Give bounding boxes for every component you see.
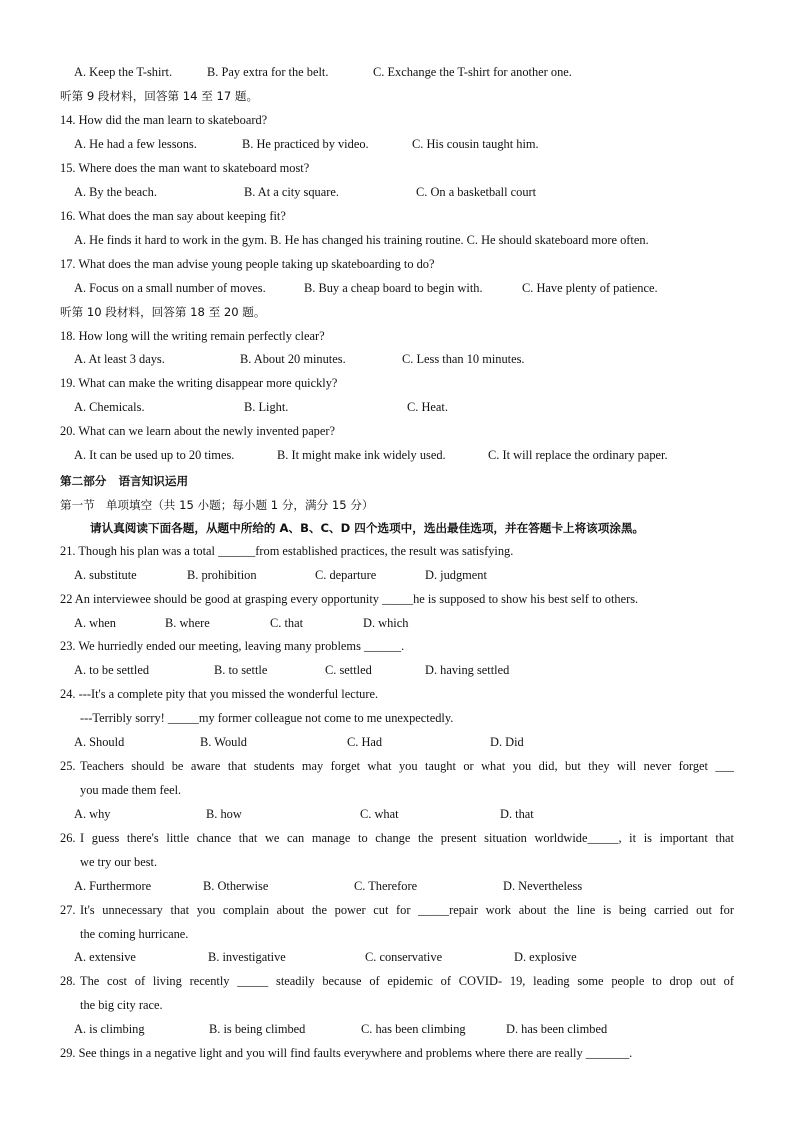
- answer-option: A. He had a few lessons.: [74, 137, 197, 151]
- answer-option: B. Buy a cheap board to begin with.: [304, 281, 483, 295]
- answer-option: C. On a basketball court: [416, 185, 537, 199]
- answer-option: B. He practiced by video.: [242, 137, 369, 151]
- answer-option: C. It will replace the ordinary paper.: [488, 448, 668, 462]
- question-text: 21. Though his plan was a total ______from established practices, the result was satisfying.: [60, 544, 514, 558]
- question-number: 28.: [60, 974, 76, 988]
- question-text: 16. What does the man say about keeping fit?: [60, 209, 286, 223]
- answer-option: B. Pay extra for the belt.: [207, 65, 329, 79]
- answer-option: B. Would: [200, 735, 247, 749]
- answer-option: D. Nevertheless: [503, 879, 583, 893]
- answer-option: B. It might make ink widely used.: [277, 448, 446, 462]
- question-text: 23. We hurriedly ended our meeting, leaving many problems ______.: [60, 639, 405, 653]
- question-text: 17. What does the man advise young people taking up skateboarding to do?: [60, 257, 435, 271]
- section-heading: 听第 10 段材料，回答第 18 至 20 题。: [60, 305, 266, 319]
- answer-option: A. Should: [74, 735, 125, 749]
- question-text: The cost of living recently _____ steadily because of epidemic of COVID- 19, leading some people to drop out of: [80, 974, 734, 988]
- question-text: 19. What can make the writing disappear more quickly?: [60, 376, 338, 390]
- question-number: 27.: [60, 903, 76, 917]
- section-heading: 听第 9 段材料，回答第 14 至 17 题。: [60, 89, 259, 103]
- answer-option: C. Have plenty of patience.: [522, 281, 658, 295]
- answer-option: B. investigative: [208, 950, 286, 964]
- answer-option: C. has been climbing: [361, 1022, 466, 1036]
- question-text: 18. How long will the writing remain perfectly clear?: [60, 329, 325, 343]
- question-text: Teachers should be aware that students may forget what you taught or what you did, but they will never forget ___: [80, 759, 734, 773]
- question-text: you made them feel.: [80, 783, 182, 797]
- answer-option: C. departure: [315, 568, 377, 582]
- question-text: I guess there's little chance that we can manage to change the present situation worldwide_____, it is important that: [80, 831, 734, 845]
- answer-option: A. He finds it hard to work in the gym. B. He has changed his training routine. C. He should skateboard more often.: [74, 233, 649, 247]
- answer-option: C. settled: [325, 663, 372, 677]
- answer-option: B. Otherwise: [203, 879, 269, 893]
- answer-option: C. Therefore: [354, 879, 418, 893]
- answer-option: B. At a city square.: [244, 185, 339, 199]
- answer-option: B. how: [206, 807, 242, 821]
- part-heading: 第二部分 语言知识运用: [60, 474, 189, 488]
- answer-option: C. His cousin taught him.: [412, 137, 539, 151]
- instructions: 请认真阅读下面各题，从题中所给的 A、B、C、D 四个选项中，选出最佳选项，并在答题卡上将该项涂黑。: [90, 521, 645, 535]
- answer-option: A. to be settled: [74, 663, 150, 677]
- answer-option: D. that: [500, 807, 534, 821]
- answer-option: C. Had: [347, 735, 383, 749]
- answer-option: A. Chemicals.: [74, 400, 145, 414]
- question-number: 25.: [60, 759, 76, 773]
- answer-option: A. Furthermore: [74, 879, 152, 893]
- question-text: 14. How did the man learn to skateboard?: [60, 113, 268, 127]
- answer-option: B. About 20 minutes.: [240, 352, 346, 366]
- answer-option: C. that: [270, 616, 304, 630]
- question-text: 24. ---It's a complete pity that you missed the wonderful lecture.: [60, 687, 379, 701]
- answer-option: A. Focus on a small number of moves.: [74, 281, 266, 295]
- answer-option: B. prohibition: [187, 568, 257, 582]
- question-text: 20. What can we learn about the newly invented paper?: [60, 424, 336, 438]
- answer-option: A. why: [74, 807, 111, 821]
- question-text: ---Terribly sorry! _____my former colleague not come to me unexpectedly.: [80, 711, 454, 725]
- answer-option: A. extensive: [74, 950, 136, 964]
- answer-option: C. conservative: [365, 950, 443, 964]
- answer-option: B. where: [165, 616, 210, 630]
- answer-option: A. At least 3 days.: [74, 352, 165, 366]
- question-text: It's unnecessary that you complain about the power cut for _____repair work about the line is being carried out for: [80, 903, 734, 917]
- answer-option: D. has been climbed: [506, 1022, 608, 1036]
- answer-option: A. By the beach.: [74, 185, 157, 199]
- answer-option: D. Did: [490, 735, 524, 749]
- question-text: the coming hurricane.: [80, 927, 189, 941]
- question-text: 29. See things in a negative light and you will find faults everywhere and problems where there are really _______.: [60, 1046, 633, 1060]
- answer-option: B. Light.: [244, 400, 289, 414]
- question-text: 22 An interviewee should be good at grasping every opportunity _____he is supposed to show his best self to others.: [60, 592, 639, 606]
- answer-option: A. Keep the T-shirt.: [74, 65, 173, 79]
- answer-option: D. explosive: [514, 950, 577, 964]
- answer-option: D. having settled: [425, 663, 510, 677]
- question-number: 26.: [60, 831, 76, 845]
- question-text: 15. Where does the man want to skateboard most?: [60, 161, 310, 175]
- question-text: the big city race.: [80, 998, 163, 1012]
- answer-option: C. what: [360, 807, 399, 821]
- answer-option: B. is being climbed: [209, 1022, 306, 1036]
- answer-option: A. when: [74, 616, 116, 630]
- answer-option: A. substitute: [74, 568, 137, 582]
- section-heading: 第一节 单项填空（共 15 小题；每小题 1 分，满分 15 分）: [60, 498, 374, 512]
- question-text: we try our best.: [80, 855, 158, 869]
- answer-option: D. which: [363, 616, 409, 630]
- answer-option: C. Less than 10 minutes.: [402, 352, 525, 366]
- answer-option: A. It can be used up to 20 times.: [74, 448, 235, 462]
- answer-option: A. is climbing: [74, 1022, 145, 1036]
- answer-option: B. to settle: [214, 663, 268, 677]
- answer-option: D. judgment: [425, 568, 487, 582]
- answer-option: C. Heat.: [407, 400, 448, 414]
- answer-option: C. Exchange the T-shirt for another one.: [373, 65, 572, 79]
